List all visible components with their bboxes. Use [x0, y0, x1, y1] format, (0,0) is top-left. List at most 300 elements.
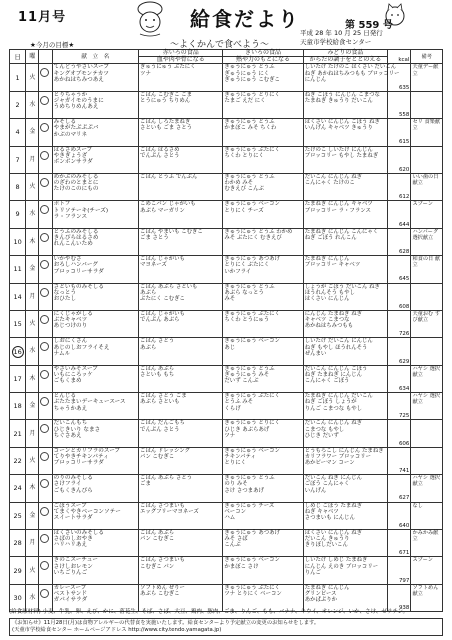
green-food-cell	[303, 310, 387, 337]
menu-item: いかやむさ	[53, 256, 82, 263]
green-food-line: ごぼう こんにゃく	[304, 481, 350, 488]
yellow-food-line: あじ	[224, 344, 236, 351]
menu-item: なっとう	[53, 289, 77, 296]
icon-cell	[39, 584, 52, 611]
yellow-food-line: のり みそ	[224, 481, 248, 488]
green-food-line: たまねぎ にんじん	[304, 584, 350, 591]
menu-item: さといものみそしる	[53, 283, 105, 290]
yellow-food-cell	[223, 420, 303, 447]
red-food-line: でんぷん さとう	[140, 426, 180, 433]
menu-item: はくさいのみそしる	[53, 530, 105, 537]
menu-item: のりのみそしる	[53, 475, 93, 482]
green-food-cell	[303, 420, 387, 447]
red-food-line: ツナ	[140, 70, 151, 77]
green-food-line: ぜんまい	[304, 350, 327, 357]
kcal-cell: 558	[388, 91, 411, 118]
weekday-cell: 月	[26, 420, 39, 447]
red-food-line: ごはん じゃがいも	[140, 310, 185, 317]
weekday-cell: 金	[26, 256, 39, 283]
red-food-line: ごはん さとう	[140, 338, 175, 345]
day-cell: 2	[10, 91, 26, 118]
red-food-line: ごはん あぶら さとう	[140, 475, 192, 482]
green-food-line: たまねぎ にんじん	[304, 256, 350, 263]
kcal-cell: 627	[388, 475, 411, 502]
icon-cell	[39, 338, 52, 365]
header-day: 日	[10, 50, 26, 64]
face-icon	[40, 507, 49, 516]
weekday-cell: 金	[26, 393, 39, 420]
yellow-food-cell	[223, 228, 303, 255]
menu-item: てんどうやさいスープ	[53, 64, 110, 71]
day-cell: 17	[10, 365, 26, 392]
publish-date: 平成 28 年 10 月 25 日発行	[300, 29, 383, 37]
green-food-line: だいこん きゅうり	[304, 536, 350, 543]
yellow-food-line: ぎゅうにゅう ぶたにく	[224, 393, 280, 400]
green-food-line: ねぎ ごぼう にんじん こまつな	[304, 91, 380, 98]
green-food-line: ブロッコリー もやし たまねぎ	[304, 152, 379, 159]
kcal-cell: 635	[388, 64, 411, 91]
red-food-line: とうにゅう ちりめん	[140, 98, 191, 104]
note-cell: なし	[411, 502, 443, 529]
red-food-line: ごはん あぶら	[140, 365, 175, 372]
yellow-food-line: ぎゅうにゅう ベーコン	[224, 447, 280, 454]
circled-day: 16	[13, 347, 22, 356]
yellow-food-line: ぎゅうにゅう ベーコン	[224, 338, 280, 345]
menu-item: ちぐさあえ	[53, 432, 82, 439]
weekday-cell: 火	[26, 447, 39, 474]
red-food-line: ごはん さつまいも	[140, 557, 185, 564]
red-food-cell	[139, 393, 223, 420]
red-food-line: ごはん ドレッシング	[140, 447, 190, 454]
yellow-food-line: ぎゅうにゅう とうふ	[224, 365, 275, 372]
face-icon	[40, 205, 49, 214]
green-food-line: しいたけ しめじ たまねぎ	[304, 557, 368, 564]
green-food-line: たまねぎ にんじん キャベツ	[304, 201, 373, 208]
red-food-line: あぶら	[140, 289, 157, 296]
menu-item: さばのしおやき	[53, 536, 93, 543]
menu-cell	[52, 146, 138, 173]
face-icon	[40, 315, 49, 324]
publisher-name: 天童市学校給食センター	[300, 38, 372, 46]
menu-item: ひじきいり なまさ	[53, 426, 101, 433]
table-row	[10, 173, 443, 200]
red-food-line: こめこパン じゃがいも	[140, 201, 196, 208]
yellow-food-line: こんぶ	[224, 542, 241, 549]
menu-item: ボンボンサラダ	[53, 158, 93, 165]
red-food-line: ごはん だんごもち	[140, 420, 185, 427]
green-food-line: ブロッコリー キャベツ	[304, 262, 361, 269]
note-cell: かみかみ献立	[411, 530, 443, 557]
icon-cell	[39, 530, 52, 557]
menu-item: おひたし	[53, 295, 77, 302]
red-food-line: でんぷん さとう	[140, 152, 180, 159]
table-row	[10, 420, 443, 447]
weekday-cell: 金	[26, 119, 39, 146]
menu-item: キングオブモンテカツ	[53, 70, 109, 77]
red-food-line: パン こむぎこ	[140, 454, 175, 461]
weekday-cell: 火	[26, 64, 39, 91]
icon-cell	[39, 119, 52, 146]
red-food-line: さといも ごま さとう	[140, 125, 192, 132]
menu-item: ベストサンド	[53, 591, 87, 598]
green-food-cell	[303, 64, 400, 91]
face-icon	[40, 424, 49, 433]
day-cell: 29	[10, 557, 26, 584]
green-food-line: いんげん キャベツ きゅうり	[304, 125, 373, 132]
table-row	[10, 201, 443, 228]
menu-item: ちゃうかあえ	[53, 405, 88, 412]
note-cell: スプーン	[411, 557, 443, 584]
menu-cell	[52, 64, 138, 91]
yellow-food-line: ぎゅうにゅう とうふ	[224, 475, 275, 482]
menu-item: ナムル	[53, 350, 71, 357]
menu-item: てりやきチキンパティ	[53, 454, 109, 461]
day-cell: 25	[10, 502, 26, 529]
red-food-line: あぶら こむぎこ	[140, 591, 180, 598]
weekday-cell: 火	[26, 557, 39, 584]
red-food-line: こむぎこ パン	[140, 563, 175, 570]
yellow-food-line: さけ さつまあげ	[224, 487, 264, 494]
yellow-food-line: ハム	[224, 515, 236, 522]
monthly-goal-slogan: ～よくかんで食べよう～	[170, 40, 270, 50]
green-food-line: さつまいも にんじん	[304, 515, 355, 522]
green-food-line: だいこん にんじん ごぼう	[304, 365, 368, 372]
green-food-line: カリフラワー ブロッコリー	[304, 454, 371, 461]
weekday-cell: 木	[26, 365, 39, 392]
green-food-line: たまねぎ きゅうり だいこん	[304, 98, 373, 104]
yellow-food-line: かまぼこ さけ	[224, 563, 259, 570]
face-icon	[40, 342, 49, 351]
yellow-food-line: ぎゅうにゅう ベーコン	[224, 557, 280, 564]
yellow-food-line: ぎゅうにゅう とうふ	[224, 119, 275, 126]
issue-number: 第 559 号	[345, 20, 393, 31]
yellow-food-line: ぎゅうにゅう ぶたにく	[224, 310, 280, 317]
note-cell	[411, 146, 443, 173]
day-cell: 30	[10, 584, 26, 611]
green-food-cell	[303, 256, 387, 283]
face-icon	[40, 123, 49, 132]
header-red-sub: 血や肉や骨になる	[139, 57, 223, 64]
green-food-line: ねぎ たまねぎ にんじん	[304, 371, 363, 378]
green-food-line: こんにゃく ごぼう	[304, 378, 350, 385]
icon-cell	[39, 502, 52, 529]
yellow-food-cell	[223, 146, 303, 173]
day-cell: 11	[10, 256, 26, 283]
face-icon	[40, 178, 49, 187]
header-yellow-food: きいろの食品	[223, 50, 303, 57]
green-food-line: だいこん にんじん ねぎ	[304, 173, 363, 180]
green-food-line: しいたけ だいこん にんじん	[304, 338, 373, 345]
menu-cell	[52, 310, 138, 337]
red-food-cell	[139, 502, 223, 529]
green-food-cell	[303, 338, 387, 365]
red-food-cell	[139, 173, 223, 200]
day-cell: 22	[10, 447, 26, 474]
weekday-cell: 木	[26, 475, 39, 502]
red-food-line: ごはん さつまいも	[140, 502, 185, 509]
face-icon	[40, 589, 49, 598]
day-cell	[10, 338, 26, 365]
red-food-line: ごはん じゃがいも	[140, 256, 185, 263]
yellow-food-line: ちくわ とりにく	[224, 152, 264, 159]
yellow-food-line: ぎゅうにゅう ベーコン	[224, 201, 280, 208]
yellow-food-line: みそ	[224, 295, 236, 302]
table-row	[10, 228, 443, 255]
menu-item: あじつけのり	[53, 323, 88, 330]
kcal-cell: 644	[388, 201, 411, 228]
yellow-food-line: ぎゅうにゅう とうふ	[224, 173, 275, 180]
header-green-food: みどりの食品	[303, 50, 387, 57]
menu-item: てまくやきベーコンソテー	[53, 508, 121, 515]
red-food-cell	[139, 91, 223, 118]
yellow-food-line: ぎゅうにゅう あつあげ	[224, 256, 280, 263]
menu-item: あじのしおフライそえ	[53, 344, 110, 351]
issue-label: 11月号	[18, 10, 67, 25]
note-cell: いい歯の日献立	[411, 173, 443, 200]
green-food-line: きりぼしだいこん	[304, 542, 348, 549]
icon-cell	[39, 393, 52, 420]
menu-table-body	[10, 64, 443, 612]
green-food-cell	[303, 173, 387, 200]
yellow-food-line: ぎゅうにゅう みそ	[224, 371, 270, 378]
yellow-food-cell	[223, 502, 303, 529]
yellow-food-line: だいず こんぶ	[224, 378, 259, 385]
red-food-cell	[139, 557, 223, 584]
yellow-food-line: チキンパティ	[224, 454, 256, 461]
note-cell: ソフトめん 献立	[411, 584, 443, 611]
kcal-cell: 645	[388, 256, 411, 283]
red-food-line: マヨネーズ	[140, 262, 167, 269]
table-row	[10, 393, 443, 420]
day-cell: 28	[10, 530, 26, 557]
yellow-food-line: ぎゅうにゅう こむぎこ	[224, 76, 280, 83]
red-food-cell	[139, 584, 223, 611]
note-cell: 天童おむ すび献立	[411, 310, 443, 337]
note-cell: ハヤシ 選択献立	[411, 365, 443, 392]
menu-item: うめちりめんあえ	[53, 104, 99, 111]
red-food-cell	[139, 146, 223, 173]
yellow-food-cell	[223, 119, 303, 146]
header-red-food: 赤いろの食品	[139, 50, 223, 57]
note-cell: 和食の日 献立	[411, 256, 443, 283]
green-food-line: たけのこ しいたけ にんじん	[304, 146, 373, 153]
green-food-line: にんじん えのき ブロッコリー	[304, 563, 379, 570]
red-food-line: ソフトめん ぜりー	[140, 584, 185, 591]
green-food-cell	[303, 557, 387, 584]
red-food-line: ぶたにく こむぎこ	[140, 295, 185, 302]
note-cell: ハヤシ 選択献立	[411, 393, 443, 420]
kcal-cell: 606	[388, 420, 411, 447]
kcal-cell: 726	[388, 310, 411, 337]
table-row	[10, 530, 443, 557]
yellow-food-line: ぎゅうにゅう とりにく	[224, 91, 280, 98]
menu-item: ジャガイモのうまに	[53, 98, 104, 104]
yellow-food-line: ツナ	[224, 432, 236, 439]
green-food-line: ねぎ ごぼう れんこん	[304, 234, 357, 241]
day-cell: 24	[10, 475, 26, 502]
menu-item: とりちゃうか	[53, 91, 88, 98]
icon-cell	[39, 256, 52, 283]
weekday-cell: 月	[26, 283, 39, 310]
weekday-cell: 水	[26, 91, 39, 118]
red-food-line: ぎゅうにゅう ぶたにく	[140, 64, 196, 71]
green-food-line: たまねぎ にんじん こんにゃく	[304, 228, 379, 235]
red-food-cell	[139, 338, 223, 365]
yellow-food-cell	[223, 530, 303, 557]
day-cell: 15	[10, 310, 26, 337]
green-food-cell	[303, 228, 387, 255]
menu-cell	[52, 173, 138, 200]
kcal-cell: 725	[388, 393, 411, 420]
menu-cell	[52, 119, 138, 146]
green-food-line: とうもろこし にんじん たまねぎ	[304, 447, 384, 454]
green-food-line: ねぎ あかねはちみつもも ブロッコリー	[304, 70, 400, 77]
face-icon	[40, 151, 49, 160]
red-food-cell	[139, 283, 223, 310]
red-food-cell	[139, 228, 223, 255]
yellow-food-line: かまぼこ みそ ちくわ	[224, 125, 277, 132]
table-row	[10, 365, 443, 392]
menu-item: ポトフ	[53, 201, 71, 208]
menu-item: ラ・フランス	[53, 213, 88, 220]
kcal-cell: 629	[388, 338, 411, 365]
green-food-cell	[303, 146, 387, 173]
day-cell: 7	[10, 146, 26, 173]
menu-item: とんじる	[53, 393, 77, 400]
menu-cell	[52, 557, 138, 584]
face-icon	[40, 96, 49, 105]
note-cell	[411, 420, 443, 447]
menu-item: しおにくさん	[53, 338, 88, 345]
menu-item: いもにころッケ	[53, 371, 93, 378]
green-food-line: だいこん ねぎ にんじん	[304, 475, 363, 482]
icon-cell	[39, 420, 52, 447]
green-food-line: いんげん	[304, 487, 327, 494]
red-food-line: ごはん はるさめ	[140, 146, 180, 153]
menu-cell	[52, 283, 138, 310]
face-icon	[40, 370, 49, 379]
menu-item: ごぼうスープ	[53, 502, 87, 509]
icon-cell	[39, 310, 52, 337]
red-food-line: あぶら マーガリン	[140, 207, 185, 214]
green-food-line: りんご こまつな もやし	[304, 405, 363, 412]
menu-item: いちごりんご	[53, 569, 88, 576]
green-food-cell	[303, 475, 387, 502]
menu-item: きんぴらはるさめ	[53, 234, 99, 241]
menu-item: はるさめスープ	[53, 146, 93, 153]
header-menu: 献 立 名	[52, 50, 138, 64]
green-food-cell	[303, 91, 387, 118]
chef-illustration-icon	[130, 0, 170, 38]
header-weekday: 曜	[26, 50, 39, 64]
day-cell: 21	[10, 420, 26, 447]
menu-item: トリソテーキ(チーズ)	[53, 207, 109, 214]
yellow-food-line: とりにく ぶたにく	[224, 262, 270, 269]
green-food-line: グリンピース	[304, 591, 337, 598]
menu-item: ぶたたまいデーキュースース	[53, 399, 126, 406]
kcal-cell: 612	[388, 173, 411, 200]
weekday-cell: 木	[26, 228, 39, 255]
red-food-cell	[139, 256, 223, 283]
yellow-food-line: とりにく	[224, 460, 246, 467]
green-food-cell	[303, 393, 387, 420]
newsletter-title: 給食だより	[190, 7, 300, 31]
icon-cell	[39, 283, 52, 310]
weekday-cell: 火	[26, 310, 39, 337]
red-food-line: ごま	[140, 481, 151, 488]
table-row	[10, 447, 443, 474]
yellow-food-line: いかフライ	[224, 268, 252, 275]
yellow-food-cell	[223, 447, 303, 474]
icon-cell	[39, 365, 52, 392]
weekday-cell: 月	[26, 530, 39, 557]
day-cell: 1	[10, 64, 26, 91]
menu-item: ガパイサラダ	[53, 597, 88, 604]
yellow-food-cell	[223, 475, 303, 502]
yellow-food-cell	[223, 201, 303, 228]
face-icon	[40, 233, 49, 242]
icon-cell	[39, 201, 52, 228]
yellow-food-line: とりにく チーズ	[224, 207, 264, 214]
red-food-cell	[139, 365, 223, 392]
yellow-food-line: ぎゅうにゅう とりにく	[224, 420, 280, 427]
yellow-food-line: ちくわ とうにゅう	[224, 317, 270, 324]
menu-item: さけフライ	[53, 481, 82, 488]
kcal-cell: 608	[388, 283, 411, 310]
menu-item: コーンとカリフラのスープ	[53, 447, 121, 454]
red-food-line: あぶら さといも	[140, 399, 180, 406]
menu-cell	[52, 447, 138, 474]
menu-cell	[52, 393, 138, 420]
header-note: 備考	[411, 50, 443, 64]
red-food-line: ごはん とうふ でんぷん	[140, 173, 198, 180]
face-icon	[40, 479, 49, 488]
allergen-note: (給食原材料) 小麦、牛乳、卵、えび、かに、落花生、そば、さば、大豆、鶏肉、豚肉、ごま、りんご、もも、バナナ、キウイ、オレンジ、いか、さけ、ゼラチン。	[9, 609, 409, 615]
note-cell: 天童デー献立	[411, 64, 443, 91]
red-food-line: ごま さとう	[140, 234, 169, 241]
menu-cell	[52, 91, 138, 118]
day-cell: 4	[10, 119, 26, 146]
face-icon	[40, 561, 49, 570]
kcal-cell: 640	[388, 502, 411, 529]
yellow-food-line: ぎゅうにゅう あつあげ	[224, 530, 280, 537]
yellow-food-line: とうふ みそ	[224, 399, 254, 406]
menu-cell	[52, 256, 138, 283]
yellow-food-line: ぎゅうにゅう とうふ	[224, 64, 275, 71]
face-icon	[40, 534, 49, 543]
green-food-line: ねぎ もやし ほうれんそう	[304, 344, 368, 351]
menu-item: やまがたぷぷぷバ	[53, 125, 99, 132]
yellow-food-cell	[223, 283, 303, 310]
menu-item: みそしる	[53, 119, 77, 126]
day-cell: 8	[10, 173, 26, 200]
red-food-line: ごはん こむぎこ ごま	[140, 91, 192, 98]
menu-item: かぶのマリネ	[53, 131, 88, 138]
menu-item: れんこんいため	[53, 241, 93, 248]
menu-item: やさいみそスープ	[53, 365, 98, 372]
green-food-cell	[303, 584, 387, 611]
red-food-line: ごはん あぶら さといも	[140, 283, 198, 290]
table-row	[10, 502, 443, 529]
kcal-cell: 741	[388, 447, 411, 474]
red-food-cell	[139, 420, 223, 447]
weekday-cell: 水	[26, 338, 39, 365]
icon-cell	[39, 228, 52, 255]
red-food-line: エッグフリーマヨネーズ	[140, 508, 199, 515]
kcal-cell: 620	[388, 146, 411, 173]
note-cell	[411, 338, 443, 365]
yellow-food-line: たまご えだ にく	[224, 98, 266, 104]
